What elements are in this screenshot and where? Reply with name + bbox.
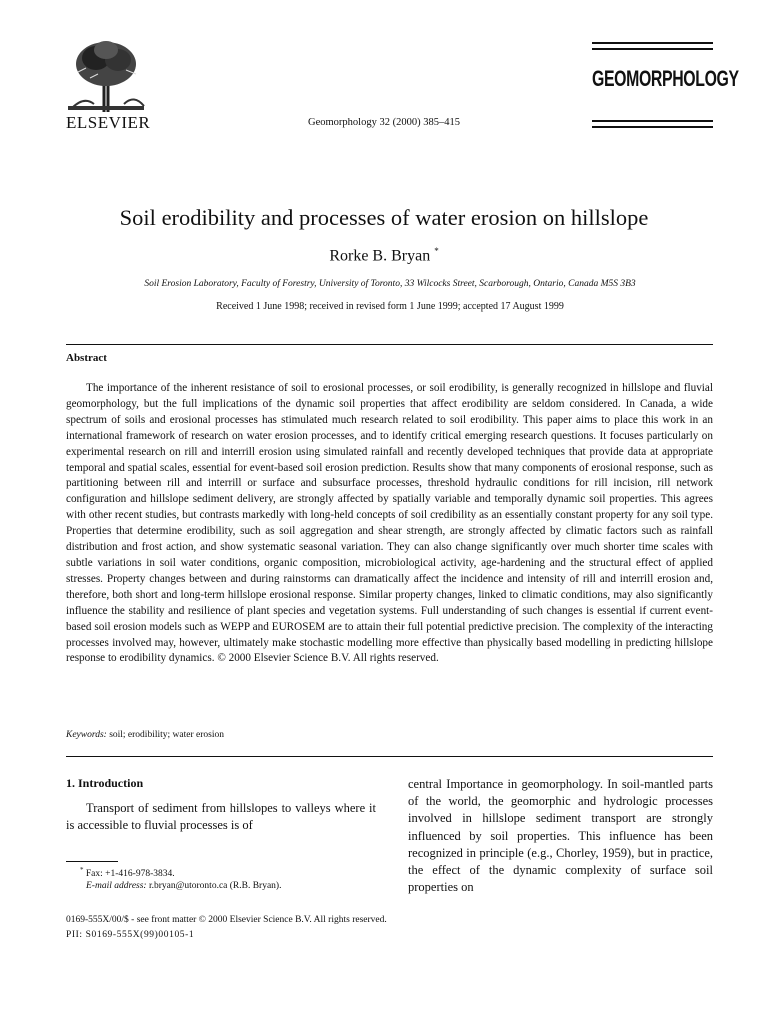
footnote-mark: * [80, 866, 84, 874]
elsevier-tree-icon [64, 38, 148, 114]
publisher-name: ELSEVIER [66, 113, 151, 132]
pii-line: PII: S0169-555X(99)00105-1 [66, 930, 195, 940]
journal-rule-bottom [592, 120, 713, 122]
footnote-fax [80, 866, 175, 879]
body-left-column: Transport of sediment from hillslopes to valleys where it is accessible to fluvial processes is of [66, 801, 376, 832]
abstract-text: The importance of the inherent resistance of soil to erosional processes, or soil erodibility, is generally recognized in hillslope and fluvial geomorphology, but the full implications of the dynamic soil properties that affect erodibility are seldom considered. In Canada, a wide spectrum of soils and erosional processes has stimulated much research related to soil erodibility. This paper aims to place this work in an international framework of research on water erosion processes, and to identify critical emerging research questions. It focuses particularly on experimental research on rill and interrill erosion using simulated rainfall and recently developed techniques that provide data at appropriate temporal and spatial scales, essential for event-based soil erosion prediction. Results show that many components of erosional response, such as partitioning between rill and interrill or surface and subsurface processes, threshold hydraulic conditions for rill incision, rill network configuration and hillslope sediment delivery, are strongly affected by spatially variable and temporally dynamic soil properties. This agrees with other recent studies, but contrasts markedly with long-held concepts of soil credibility as an essentially constant property for any soil type. Properties that determine erodibility, such as soil aggregation and shear strength, are strongly affected by climatic factors such as rainfall distribution and frost action, and show systematic seasonal variation. They can also change significantly over much shorter time scales with subtle variations in soil water conditions, organic composition, microbiological activity, age-hardening and the structural effect of applied stresses. Property changes between and during rainstorms can dramatically affect the incidence and intensity of rill and interrill erosion and, therefore, both short and long-term hillslope erosional response. Similar property changes, linked to climatic conditions, may also significantly influence the stability and resilience of plant species and vegetation systems. Full understanding of such changes is essential if current event-based soil erosion models such as WEPP and EUROSEM are to attain their full potential predictive precision. The complexity of the interacting processes involved may, however, ultimately make stochastic modelling more effective than physically based modelling in predicting hillslope response to erodibility dynamics. © 2000 Elsevier Science B.V. All rights reserved. [66, 382, 713, 665]
author-footnote-mark: * [434, 246, 439, 256]
journal-name: GEOMORPHOLOGY [592, 66, 739, 91]
journal-rule-top [592, 42, 713, 44]
keywords-list: soil; erodibility; water erosion [109, 730, 224, 740]
author-name: Rorke B. Bryan [329, 247, 431, 265]
footnote-rule [66, 861, 118, 862]
abstract-heading: Abstract [66, 352, 107, 364]
abstract-top-rule [66, 344, 713, 345]
abstract-bottom-rule [66, 756, 713, 757]
email-address: r.bryan@utoronto.ca (R.B. Bryan). [148, 881, 282, 891]
footnote-email [86, 881, 281, 891]
email-label: E-mail address: [86, 881, 147, 891]
journal-rule-bottom-2 [592, 126, 713, 128]
author-affiliation: Soil Erosion Laboratory, Faculty of Forestry, University of Toronto, 33 Wilcocks Street, Scarborough, Ontario, Canada M5S 3B3 [144, 279, 636, 289]
keywords-label: Keywords: [66, 730, 107, 740]
article-author [0, 246, 768, 265]
journal-citation: Geomorphology 32 (2000) 385–415 [308, 117, 460, 128]
fax-number: Fax: +1-416-978-3834. [85, 869, 175, 880]
article-dates: Received 1 June 1998; received in revised form 1 June 1999; accepted 17 August 1999 [216, 301, 564, 312]
front-matter-line: 0169-555X/00/$ - see front matter © 2000 Elsevier Science B.V. All rights reserved. [66, 915, 387, 925]
section-heading: 1. Introduction [66, 776, 144, 790]
article-title: Soil erodibility and processes of water erosion on hillslope [119, 205, 649, 230]
journal-rule-top-2 [592, 48, 713, 50]
keywords [66, 730, 224, 740]
body-right-column: central Importance in geomorphology. In soil-mantled parts of the world, the geomorphic and hydrologic processes involved in hillslope sediment transport are strongly influenced by soil properties. This influence has been recognized in principle (e.g., Chorley, 1959), but in practice, the effect of the dynamic complexity of surface soil properties on [408, 777, 713, 895]
